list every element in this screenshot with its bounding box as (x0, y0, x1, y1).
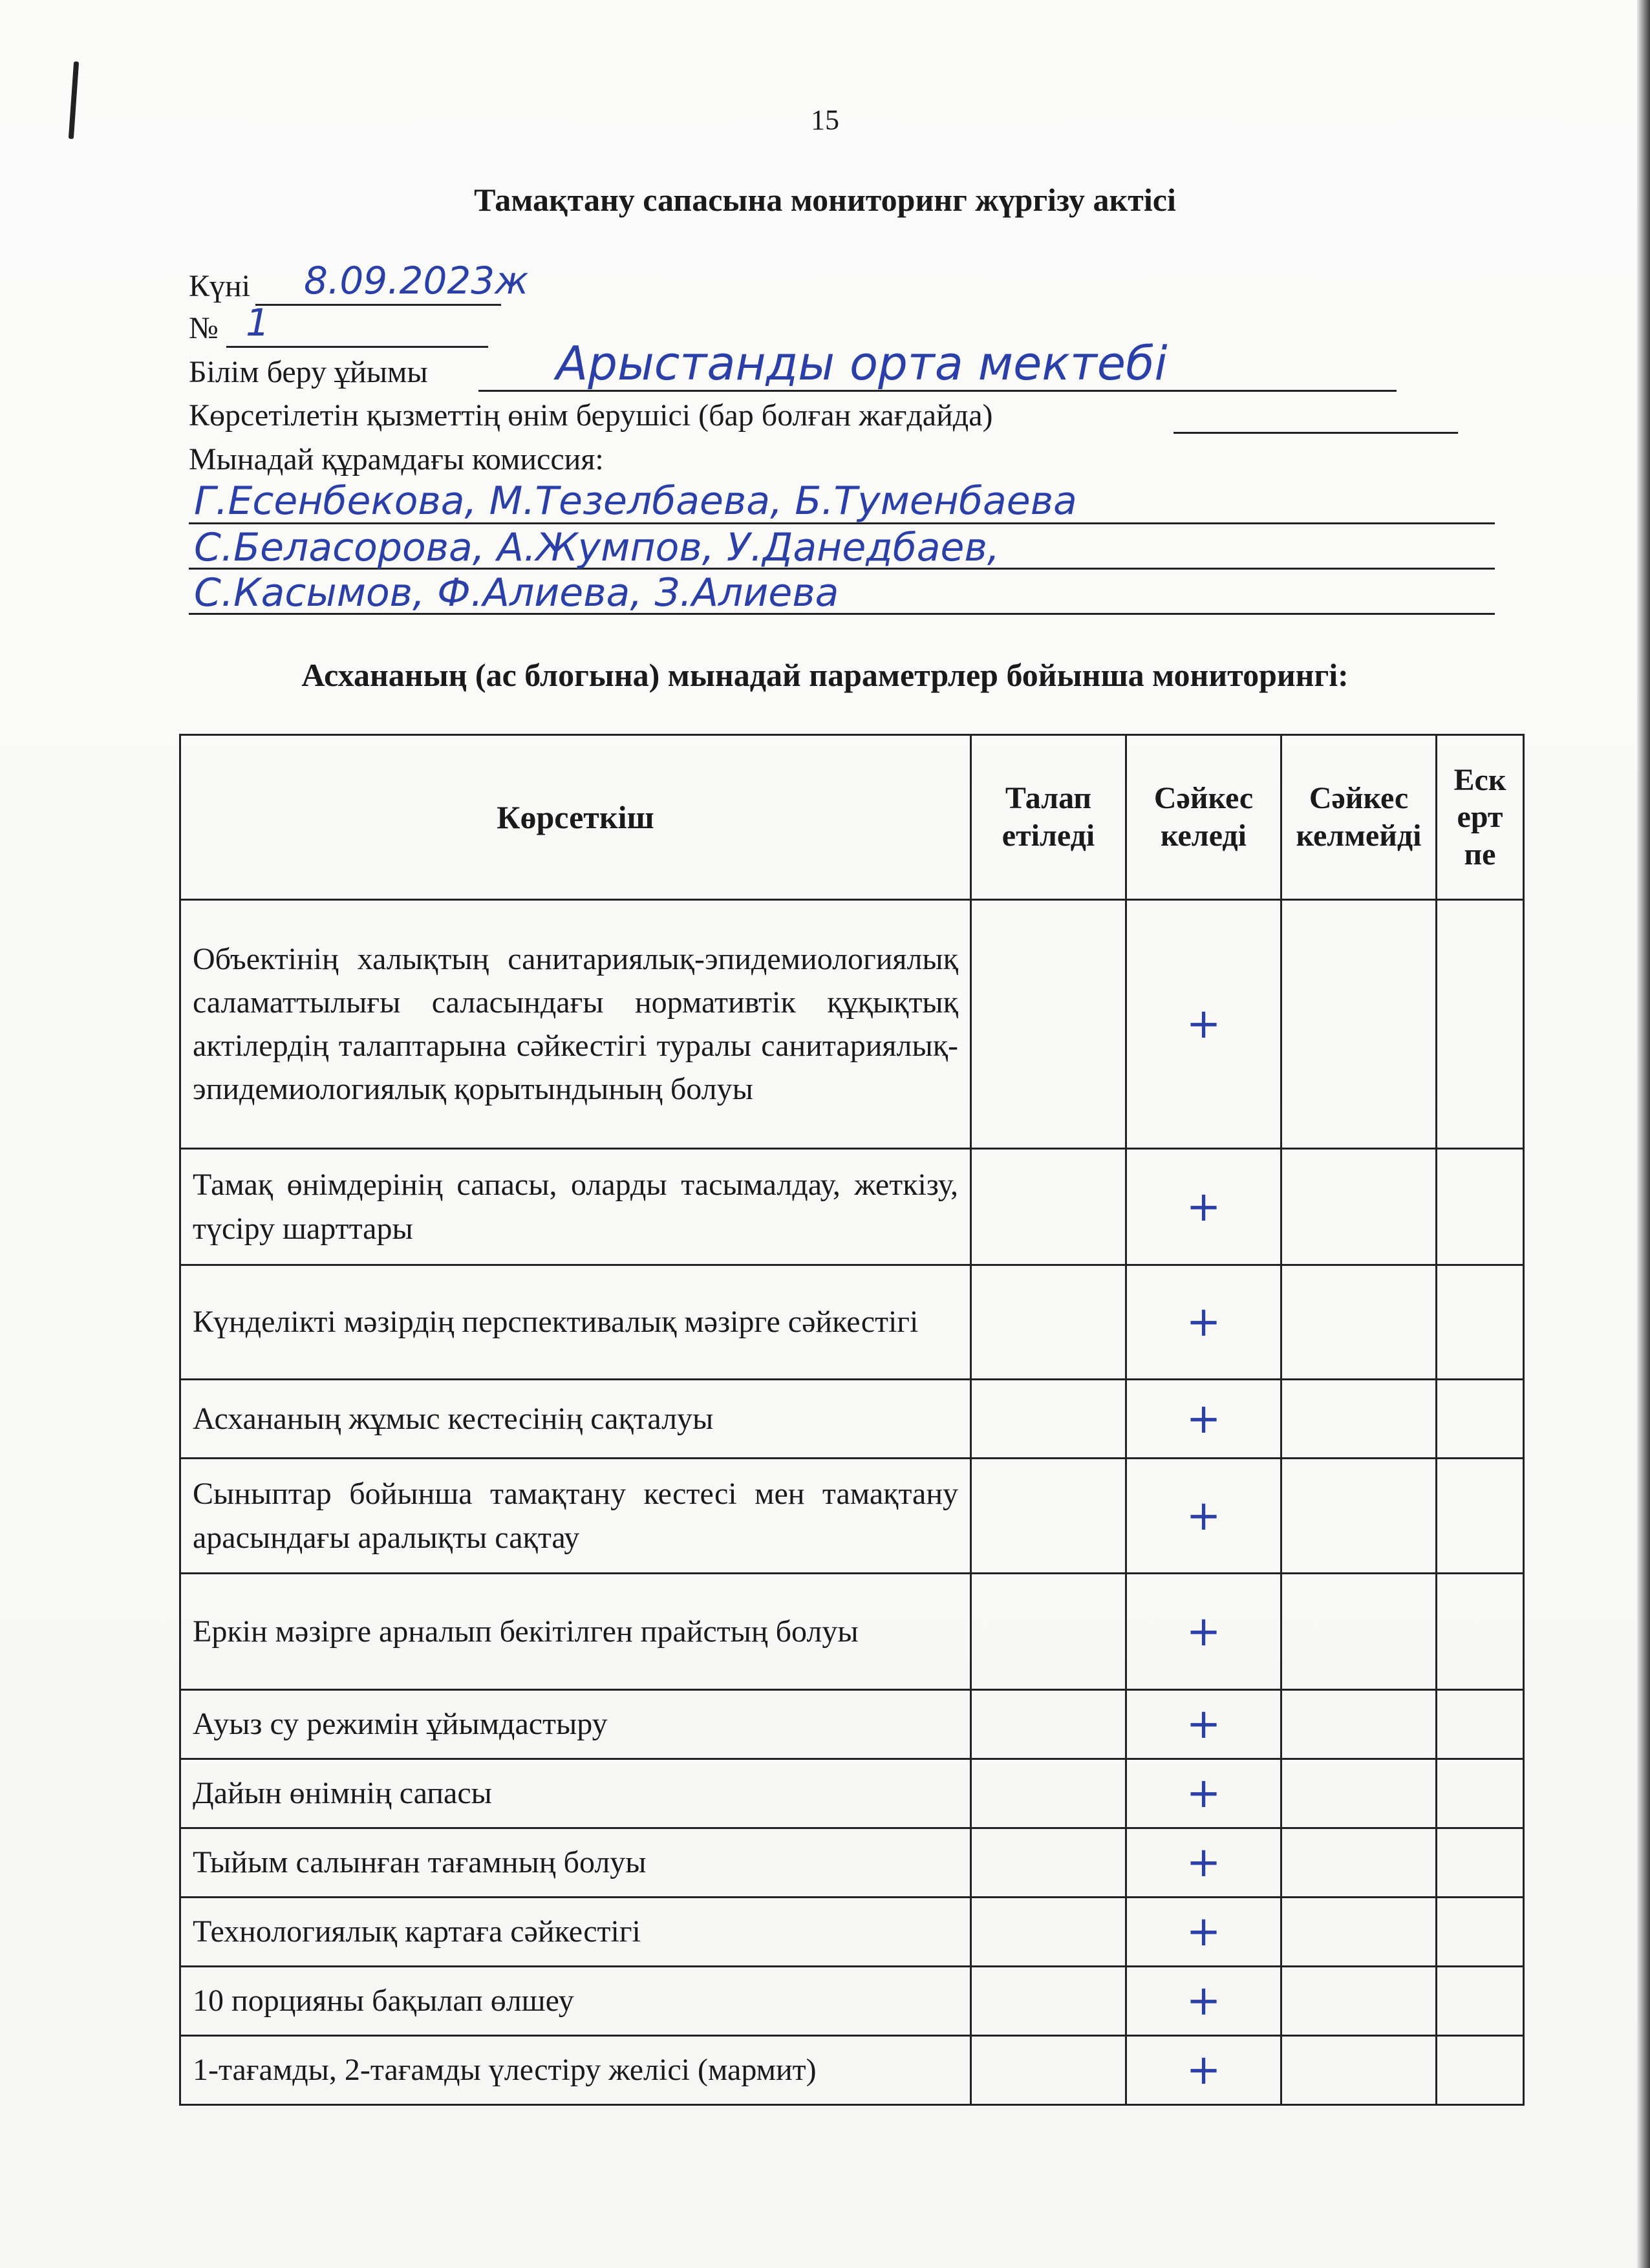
commission-line-2: С.Беласорова, А.Жумпов, У.Данедбаев, (194, 525, 1000, 570)
table-row (180, 900, 1524, 1149)
number-underline (226, 346, 488, 348)
monitoring-table (179, 734, 1525, 2106)
not-complies-cell (1281, 1898, 1437, 1967)
not-complies-cell (1281, 1759, 1437, 1828)
indicator-cell: Тыйым салынған тағамның болуы (180, 1828, 971, 1898)
table-row (180, 1759, 1524, 1828)
required-cell (971, 1967, 1126, 2036)
complies-cell: + (1126, 2036, 1281, 2105)
note-cell (1437, 1690, 1524, 1759)
table-row (180, 1149, 1524, 1265)
header-required: Талап етіледі (971, 735, 1126, 900)
not-complies-cell (1281, 1380, 1437, 1459)
table-row (180, 1898, 1524, 1967)
page-number: 15 (811, 104, 839, 136)
indicator-cell: 10 порцияны бақылап өлшеу (180, 1967, 971, 2036)
not-complies-cell (1281, 1690, 1437, 1759)
note-cell (1437, 900, 1524, 1149)
required-cell (971, 900, 1126, 1149)
number-field (189, 310, 219, 346)
complies-cell: + (1126, 1149, 1281, 1265)
number-label: № (189, 311, 219, 345)
indicator-cell: Объектінің халықтың санитариялық-эпидемиологиялық саламаттылығы саласындағы нормативтік құқықтық актілердің талаптарына сәйкестігі туралы санитариялық-эпидемиологиялық қорытындының болуы (180, 900, 971, 1149)
note-cell (1437, 1380, 1524, 1459)
table-row (180, 1690, 1524, 1759)
commission-line-1: Г.Есенбекова, М.Тезелбаева, Б.Туменбаева (194, 478, 1077, 524)
note-cell (1437, 1149, 1524, 1265)
table-row (180, 2036, 1524, 2105)
indicator-cell: Еркін мәзірге арналып бекітілген прайстың болуы (180, 1574, 971, 1690)
complies-cell: + (1126, 1967, 1281, 2036)
note-cell (1437, 1265, 1524, 1380)
scan-edge-shadow (1637, 0, 1650, 2268)
not-complies-cell (1281, 1967, 1437, 2036)
header-not-complies: Сәйкес келмейді (1281, 735, 1437, 900)
supplier-label: Көрсетілетін қызметтің өнім берушісі (бар болған жағдайда) (189, 398, 993, 433)
complies-cell: + (1126, 1828, 1281, 1898)
required-cell (971, 1828, 1126, 1898)
indicator-cell: 1-тағамды, 2-тағамды үлестіру желісі (мармит) (180, 2036, 971, 2105)
note-cell (1437, 1967, 1524, 2036)
not-complies-cell (1281, 1459, 1437, 1574)
indicator-cell: Дайын өнімнің сапасы (180, 1759, 971, 1828)
not-complies-cell (1281, 1574, 1437, 1690)
supplier-underline (1173, 432, 1458, 434)
school-label: Білім беру ұйымы (189, 355, 428, 389)
section-title: Асхананың (ас блогына) мынадай параметрлер бойынша мониторингі: (301, 657, 1349, 693)
date-field (189, 268, 250, 304)
not-complies-cell (1281, 900, 1437, 1149)
header-note: Ескертпе (1437, 735, 1524, 900)
note-cell (1437, 1759, 1524, 1828)
required-cell (971, 1459, 1126, 1574)
not-complies-cell (1281, 1828, 1437, 1898)
required-cell (971, 1574, 1126, 1690)
commission-line-3: С.Касымов, Ф.Алиева, З.Алиева (194, 570, 839, 615)
table-row (180, 1574, 1524, 1690)
table-row (180, 1828, 1524, 1898)
note-cell (1437, 1459, 1524, 1574)
document-title: Тамақтану сапасына мониторинг жүргізу актісі (474, 182, 1176, 218)
indicator-cell: Күнделікті мәзірдің перспективалық мәзірге сәйкестігі (180, 1265, 971, 1380)
table-row (180, 1967, 1524, 2036)
table-row (180, 1380, 1524, 1459)
commission-label: Мынадай құрамдағы комиссия: (189, 442, 604, 476)
table-row (180, 1459, 1524, 1574)
indicator-cell: Технологиялық картаға сәйкестігі (180, 1898, 971, 1967)
required-cell (971, 1265, 1126, 1380)
not-complies-cell (1281, 1149, 1437, 1265)
school-value: Арыстанды орта мектебі (556, 336, 1168, 390)
date-value: 8.09.2023ж (304, 259, 529, 303)
complies-cell: + (1126, 1898, 1281, 1967)
header-complies: Сәйкес келеді (1126, 735, 1281, 900)
date-label: Күні (189, 269, 251, 303)
note-cell (1437, 1828, 1524, 1898)
supplier-field (189, 398, 993, 433)
note-cell (1437, 2036, 1524, 2105)
complies-cell: + (1126, 1459, 1281, 1574)
note-cell (1437, 1898, 1524, 1967)
table-row (180, 1265, 1524, 1380)
required-cell (971, 1759, 1126, 1828)
required-cell (971, 1690, 1126, 1759)
required-cell (971, 1898, 1126, 1967)
not-complies-cell (1281, 2036, 1437, 2105)
required-cell (971, 1380, 1126, 1459)
complies-cell: + (1126, 1265, 1281, 1380)
complies-cell: + (1126, 900, 1281, 1149)
indicator-cell: Ауыз су режимін ұйымдастыру (180, 1690, 971, 1759)
required-cell (971, 1149, 1126, 1265)
note-cell (1437, 1574, 1524, 1690)
complies-cell: + (1126, 1574, 1281, 1690)
commission-field (189, 442, 604, 477)
school-field (189, 354, 428, 390)
indicator-cell: Сыныптар бойынша тамақтану кестесі мен тамақтану арасындағы аралықты сақтау (180, 1459, 971, 1574)
complies-cell: + (1126, 1380, 1281, 1459)
number-value: 1 (246, 301, 270, 345)
required-cell (971, 2036, 1126, 2105)
date-underline (255, 304, 501, 306)
indicator-cell: Тамақ өнімдерінің сапасы, оларды тасымалдау, жеткізу, түсіру шарттары (180, 1149, 971, 1265)
not-complies-cell (1281, 1265, 1437, 1380)
indicator-cell: Асхананың жұмыс кестесінің сақталуы (180, 1380, 971, 1459)
header-indicator: Көрсеткіш (180, 735, 971, 900)
complies-cell: + (1126, 1759, 1281, 1828)
table-header-row (180, 735, 1524, 900)
complies-cell: + (1126, 1690, 1281, 1759)
